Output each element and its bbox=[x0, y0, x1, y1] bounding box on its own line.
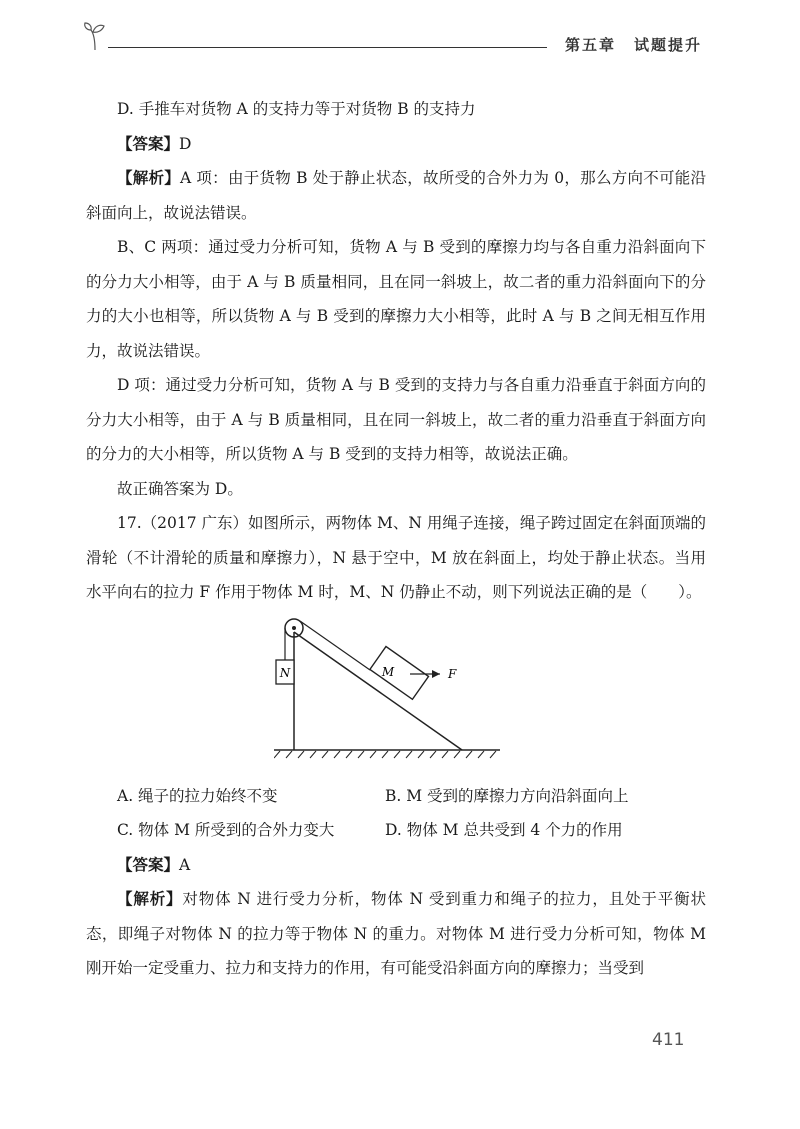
header-rule bbox=[108, 47, 547, 48]
question-17: 17.（2017 广东）如图所示，两物体 M、N 用绳子连接，绳子跨过固定在斜面顶端的滑轮（不计滑轮的质量和摩擦力），N 悬于空中，M 放在斜面上，均处于静止状态。当用水平向右的拉力 F 作用于物体 M 时，M、N 仍静止不动，则下列说法正确的是（ ）。 bbox=[86, 514, 706, 601]
page-header bbox=[82, 18, 722, 58]
arrow-head-icon bbox=[432, 670, 440, 678]
block-n-label: N bbox=[279, 665, 291, 680]
incline-surface bbox=[294, 632, 462, 750]
header-chapter: 第五章 bbox=[564, 36, 616, 54]
option-b: B. M 受到的摩擦力方向沿斜面向上 bbox=[385, 786, 629, 805]
option-a: A. 绳子的拉力始终不变 bbox=[117, 786, 278, 805]
header-title bbox=[547, 34, 702, 55]
analysis-2 bbox=[86, 882, 706, 986]
options-list bbox=[117, 779, 706, 848]
answer-1-label: 【答案】 bbox=[117, 133, 180, 153]
analysis-1-a-text: A 项：由于货物 B 处于静止状态，故所受的合外力为 0，那么方向不可能沿斜面向上，故说法错误。 bbox=[86, 169, 706, 222]
analysis-1-label: 【解析】 bbox=[117, 168, 181, 187]
incline-diagram bbox=[274, 614, 514, 774]
rope-incline bbox=[300, 621, 370, 670]
analysis-1-bc: B、C 两项：通过受力分析可知，货物 A 与 B 受到的摩擦力均与各自重力沿斜面向下的分力大小相等，由于 A 与 B 质量相同，且在同一斜坡上，故二者的重力沿斜面向下的分力的大小也相等，所以货物 A 与 B 受到的摩擦力大小相等，此时 A 与 B 之间无相互作用力，故说法错误。 bbox=[86, 238, 706, 360]
answer-2 bbox=[86, 848, 706, 883]
analysis-2-label: 【解析】 bbox=[117, 889, 183, 908]
force-f-label: F bbox=[448, 666, 457, 681]
analysis-1-d: D 项：通过受力分析可知，货物 A 与 B 受到的支持力与各自重力沿垂直于斜面方向的分力大小相等，由于 A 与 B 质量相同，且在同一斜坡上，故二者的重力沿垂直于斜面方向的分力的大小相等，所以货物 A 与 B 受到的支持力相等，故说法正确。 bbox=[86, 376, 706, 463]
analysis-1-a bbox=[86, 161, 706, 230]
sprout-icon bbox=[82, 18, 108, 52]
header-section: 试题提升 bbox=[633, 36, 702, 54]
answer-2-value: A bbox=[179, 855, 191, 874]
option-d: D. 物体 M 总共受到 4 个力的作用 bbox=[385, 821, 623, 839]
answer-2-label: 【答案】 bbox=[117, 854, 180, 874]
analysis-2-text: 对物体 N 进行受力分析，物体 N 受到重力和绳子的拉力，且处于平衡状态，即绳子对物体 N 的拉力等于物体 N 的重力。对物体 M 进行受力分析可知，物体 M 刚开始一定受重力、拉力和支持力的作用，有可能受沿斜面方向的摩擦力；当受到 bbox=[86, 890, 706, 977]
conclusion-1: 故正确答案为 D。 bbox=[117, 479, 243, 498]
option-c: C. 物体 M 所受到的合外力变大 bbox=[117, 821, 335, 839]
block-m-label: M bbox=[381, 664, 395, 679]
incline-pulley-figure bbox=[86, 614, 706, 779]
page-number: 411 bbox=[652, 1030, 685, 1050]
answer-1 bbox=[86, 127, 706, 162]
ground-hatching bbox=[274, 751, 496, 758]
page-body bbox=[86, 92, 706, 986]
answer-1-value: D bbox=[179, 134, 192, 153]
option-d-previous: D. 手推车对货物 A 的支持力等于对货物 B 的支持力 bbox=[117, 100, 476, 118]
